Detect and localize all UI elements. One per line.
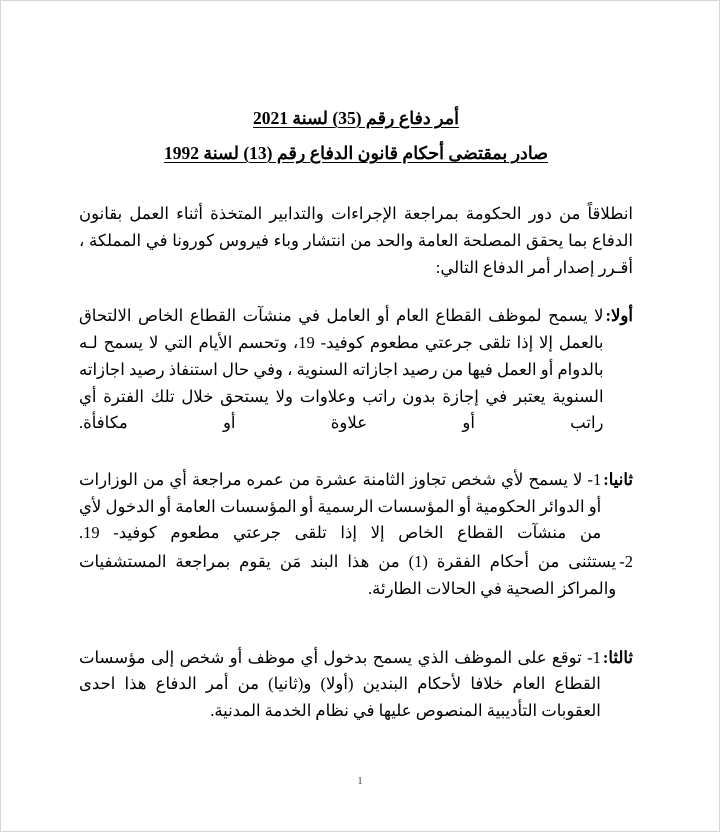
section-second-item-2-number: 2- bbox=[619, 552, 633, 572]
document-title-line-2: صادر بمقتضى أحكام قانون الدفاع رقم (13) لسنة 1992 bbox=[163, 143, 549, 164]
page-number: 1 bbox=[357, 775, 363, 787]
section-first-body: لا يسمح لموظف القطاع العام أو العامل في منشآت القطاع الخاص الالتحاق بالعمل إلا إذا تلقى جرعتي مطعوم كوفيد- 19، وتحسم الأيام التي لا يسمح لـه بالدوام أو العمل فيها من رصيد اجازاته السنوية ، وفي حال استنفاذ رصيد اجازاته السنوية يعتبر في إجازة بدون راتب وعلاوات ولا يستحق خلال تلك الفترة أي راتب أو علاوة أو مكافأة. bbox=[79, 306, 604, 433]
section-second-item-2-row bbox=[79, 549, 633, 602]
section-third-label: ثالثا: bbox=[602, 647, 633, 667]
document-title-block bbox=[79, 105, 633, 167]
section-first bbox=[79, 303, 633, 437]
section-third-item-1: 1- توقع على الموظف الذي يسمح بدخول أي موظف أو شخص إلى مؤسسات القطاع العام خلافا لأحكام البندين (أولا) و(ثانيا) من أمر الدفاع هذا احدى العقوبات التأديبية المنصوص عليها في نظام الخدمة المدنية. bbox=[79, 647, 601, 721]
section-second-label: ثانيا: bbox=[603, 470, 633, 489]
section-second-item-1: 1- لا يسمح لأي شخص تجاوز الثامنة عشرة من عمره مراجعة أي من الوزارات أو الدوائر الحكومية أو المؤسسات الرسمية أو المؤسسات العامة أو الدخول لأي من منشآت القطاع الخاص إلا إذا تلقى جرعتي مطعوم كوفيد- 19. bbox=[79, 470, 602, 543]
section-second bbox=[79, 467, 633, 603]
section-first-label: أولا: bbox=[605, 306, 633, 326]
preamble-paragraph: انطلاقاً من دور الحكومة بمراجعة الإجراءات والتدابير المتخذة أثناء العمل بقانون الدفاع بما يحقق المصلحة العامة والحد من انتشار وباء فيروس كورونا في المملكة ، أقـرر إصدار أمر الدفاع التالي: bbox=[79, 204, 633, 277]
section-second-item-2-text: يستثنى من أحكام الفقرة (1) من هذا البند مَن يقوم بمراجعة المستشفيات والمراكز الصحية في الحالات الطارئة. bbox=[79, 552, 617, 598]
section-third bbox=[79, 645, 633, 725]
document-title-line-1: أمر دفاع رقم (35) لسنة 2021 bbox=[253, 108, 459, 128]
